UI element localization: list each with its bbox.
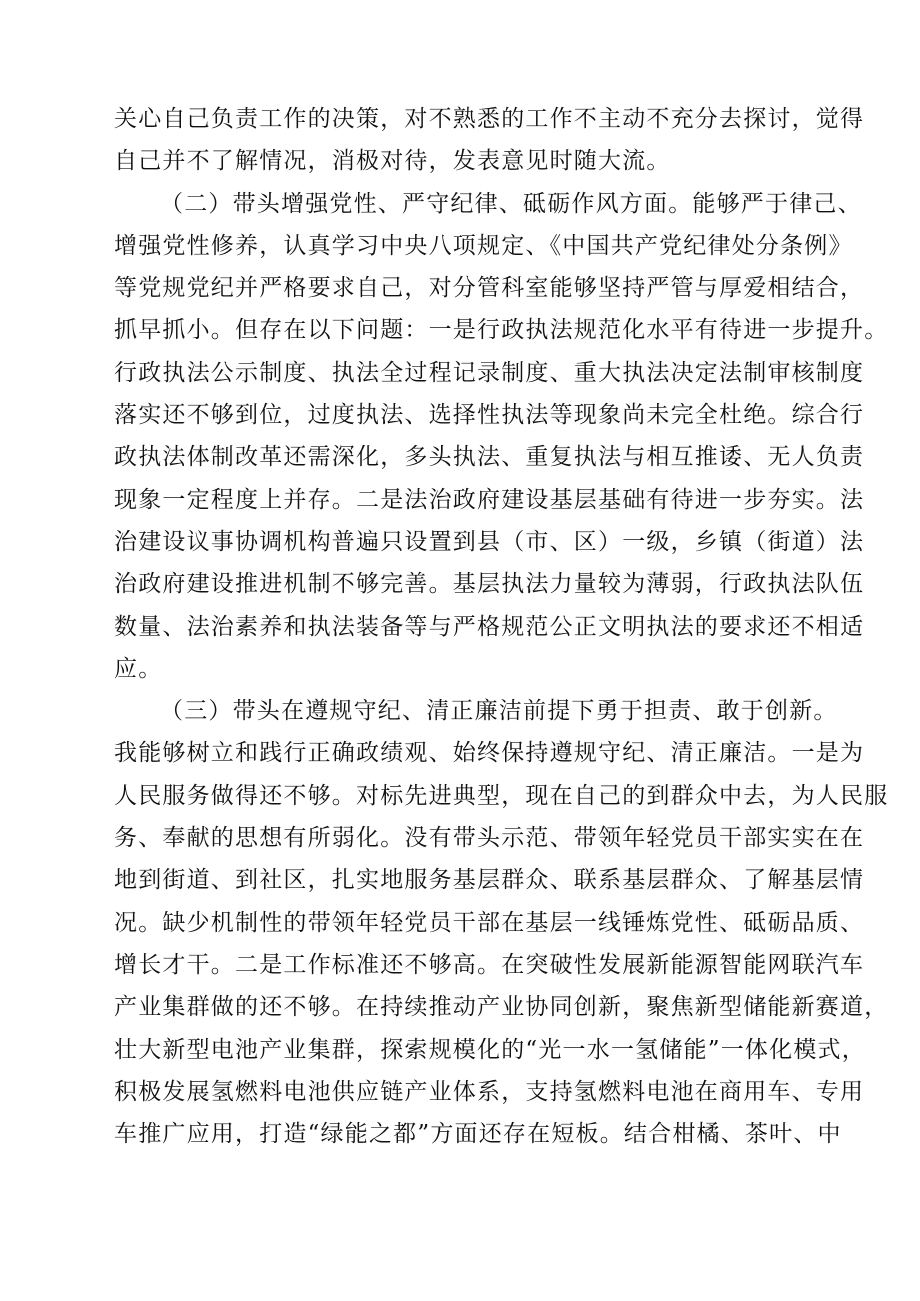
text-line: 关心自己负责工作的决策，对不熟悉的工作不主动不充分去探讨，觉得: [114, 106, 865, 132]
text-line: 积极发展氢燃料电池供应链产业体系，支持氢燃料电池在商用车、专用: [114, 1078, 865, 1105]
text-line: 政执法体制改革还需深化，多头执法、重复执法与相互推诿、无人负责: [114, 444, 865, 471]
document-body: [114, 98, 889, 1155]
text-line: 落实还不够到位，过度执法、选择性执法等现象尚未完全杜绝。综合行: [114, 402, 865, 429]
text-line: 数量、法治素养和执法装备等与严格规范公正文明执法的要求还不相适: [114, 613, 865, 640]
text-line: 我能够树立和践行正确政绩观、始终保持遵规守纪、清正廉洁。一是为: [114, 740, 865, 767]
text-line: 应。: [114, 655, 163, 682]
text-line: 务、奉献的思想有所弱化。没有带头示范、带领年轻党员干部实实在在: [114, 825, 865, 852]
text-line: 增长才干。二是工作标准还不够高。在突破性发展新能源智能网联汽车: [114, 951, 865, 978]
text-line: 行政执法公示制度、执法全过程记录制度、重大执法决定法制审核制度: [114, 359, 865, 386]
text-line: 治政府建设推进机制不够完善。基层执法力量较为薄弱，行政执法队伍: [114, 571, 865, 598]
text-line: 抓早抓小。但存在以下问题：一是行政执法规范化水平有待进一步提升。: [114, 317, 889, 344]
text-line: 车推广应用，打造“绿能之都”方面还存在短板。结合柑橘、茶叶、中: [114, 1121, 842, 1148]
text-line: 况。缺少机制性的带领年轻党员干部在基层一线锤炼党性、砥砺品质、: [114, 909, 865, 936]
text-line: 治建设议事协调机构普遍只设置到县（市、区）一级，乡镇（街道）法: [114, 528, 865, 555]
text-line: 增强党性修养，认真学习中央八项规定、《中国共产党纪律处分条例》: [114, 232, 853, 259]
text-line: 产业集群做的还不够。在持续推动产业协同创新，聚焦新型储能新赛道，: [114, 994, 889, 1021]
text-line: （二）带头增强党性、严守纪律、砥砺作风方面。能够严于律己、: [160, 190, 862, 217]
text-line: 人民服务做得还不够。对标先进典型，现在自己的到群众中去，为人民服: [114, 782, 889, 809]
text-line: 等党规党纪并严格要求自己，对分管科室能够坚持严管与厚爱相结合，: [114, 275, 865, 302]
text-line: （三）带头在遵规守纪、清正廉洁前提下勇于担责、敢于创新。: [160, 698, 838, 725]
text-line: 地到街道、到社区，扎实地服务基层群众、联系基层群众、了解基层情: [114, 867, 865, 894]
text-line: 现象一定程度上并存。二是法治政府建设基层基础有待进一步夯实。法: [114, 486, 865, 513]
text-line: 自己并不了解情况，消极对待，发表意见时随大流。: [114, 148, 671, 175]
text-line: 壮大新型电池产业集群，探索规模化的“光一水一氢储能”一体化模式，: [114, 1036, 866, 1063]
